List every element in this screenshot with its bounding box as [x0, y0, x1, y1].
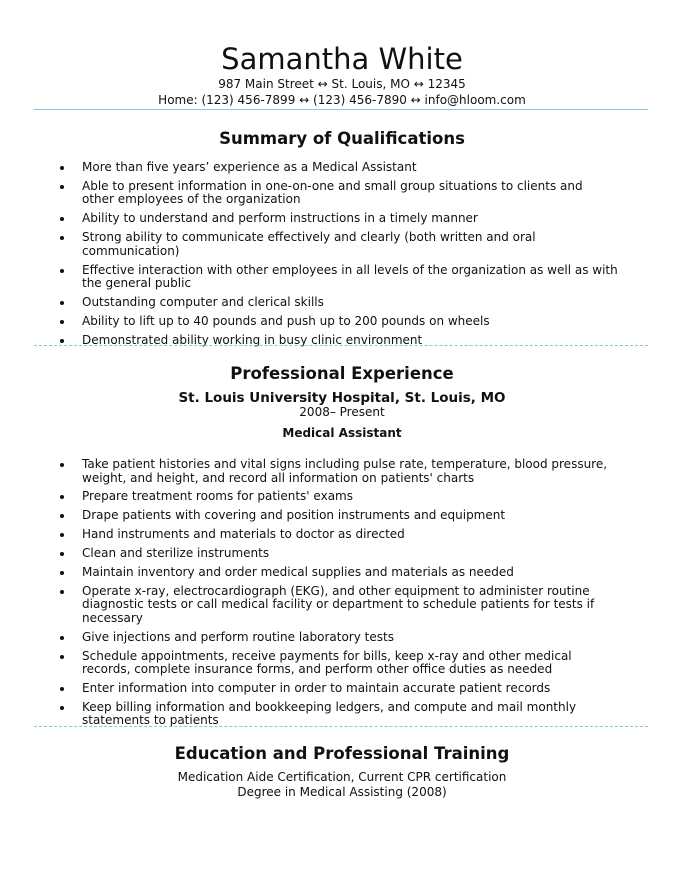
- list-item-text: Maintain inventory and order medical supplies and materials as needed: [82, 564, 514, 579]
- list-item: [58, 701, 618, 728]
- bullet-icon: [60, 217, 64, 221]
- list-item-text: Strong ability to communicate effectively and clearly (both written and oral communication): [82, 230, 536, 258]
- list-item: [58, 650, 618, 677]
- bullet-icon: [60, 269, 64, 273]
- list-item-text: Outstanding computer and clerical skills: [82, 294, 324, 309]
- bullet-icon: [60, 301, 64, 305]
- list-item: [58, 566, 618, 580]
- list-item: [58, 631, 618, 645]
- list-item: [58, 264, 618, 291]
- experience-divider: [34, 726, 648, 727]
- education-line: Medication Aide Certification, Current CPR certification: [177, 770, 507, 784]
- list-item-text: Enter information into computer in order to maintain accurate patient records: [82, 681, 551, 696]
- list-item-text: Drape patients with covering and position instruments and equipment: [82, 508, 506, 523]
- list-item: [58, 458, 618, 485]
- bullet-icon: [60, 339, 64, 343]
- bullet-icon: [60, 571, 64, 575]
- list-item-text: Operate x-ray, electrocardiograph (EKG), and other equipment to administer routine diagnostic tests or call medical facility or department to schedule patients for tests if necessary: [82, 583, 595, 625]
- bullet-icon: [60, 706, 64, 710]
- experience-list: [58, 458, 618, 733]
- bullet-icon: [60, 655, 64, 659]
- phone-email-line: Home: (123) 456-7899 ↔ (123) 456-7890 ↔ info@hloom.com: [158, 93, 526, 107]
- employer-name: St. Louis University Hospital, St. Louis, MO: [178, 390, 506, 406]
- header-divider: [34, 109, 648, 110]
- education-title: Education and Professional Training: [174, 744, 510, 763]
- list-item: [58, 180, 618, 207]
- list-item: [58, 315, 618, 329]
- list-item: [58, 682, 618, 696]
- list-item-text: Effective interaction with other employees in all levels of the organization as well as with the general public: [82, 262, 618, 291]
- summary-list: [58, 161, 618, 353]
- summary-divider: [34, 345, 648, 346]
- list-item: [58, 161, 618, 175]
- job-title: Medical Assistant: [282, 426, 402, 440]
- experience-title: Professional Experience: [230, 364, 454, 383]
- list-item: [58, 231, 618, 258]
- summary-title: Summary of Qualifications: [219, 129, 465, 148]
- list-item: [58, 547, 618, 561]
- list-item-text: Keep billing information and bookkeeping ledgers, and compute and mail monthly statements to patients: [82, 699, 577, 728]
- bullet-icon: [60, 236, 64, 240]
- list-item-text: Hand instruments and materials to doctor as directed: [82, 527, 405, 542]
- list-item-text: Prepare treatment rooms for patients' exams: [82, 489, 353, 504]
- bullet-icon: [60, 166, 64, 170]
- bullet-icon: [60, 320, 64, 324]
- bullet-icon: [60, 463, 64, 467]
- list-item-text: Ability to understand and perform instructions in a timely manner: [82, 211, 478, 226]
- bullet-icon: [60, 533, 64, 537]
- bullet-icon: [60, 495, 64, 499]
- bullet-icon: [60, 687, 64, 691]
- list-item: [58, 490, 618, 504]
- list-item: [58, 528, 618, 542]
- list-item-text: Ability to lift up to 40 pounds and push up to 200 pounds on wheels: [82, 313, 490, 328]
- list-item-text: More than five years’ experience as a Medical Assistant: [82, 160, 417, 174]
- list-item-text: Able to present information in one-on-one and small group situations to clients and other employees of the organization: [82, 178, 583, 207]
- education-line: Degree in Medical Assisting (2008): [237, 785, 447, 799]
- list-item-text: Give injections and perform routine laboratory tests: [82, 629, 394, 644]
- list-item-text: Schedule appointments, receive payments for bills, keep x-ray and other medical records, complete insurance forms, and perform other office duties as needed: [82, 648, 572, 677]
- bullet-icon: [60, 590, 64, 594]
- list-item: [58, 509, 618, 523]
- list-item: [58, 212, 618, 226]
- list-item-text: Take patient histories and vital signs including pulse rate, temperature, blood pressure, weight, and height, and record all information on patients' charts: [82, 457, 608, 485]
- list-item: [58, 585, 618, 626]
- bullet-icon: [60, 636, 64, 640]
- bullet-icon: [60, 185, 64, 189]
- list-item-text: Clean and sterilize instruments: [82, 546, 270, 561]
- list-item-text: Demonstrated ability working in busy clinic environment: [82, 332, 423, 347]
- address-line: 987 Main Street ↔ St. Louis, MO ↔ 12345: [218, 77, 466, 91]
- list-item: [58, 296, 618, 310]
- employment-dates: 2008– Present: [299, 405, 385, 419]
- bullet-icon: [60, 514, 64, 518]
- candidate-name: Samantha White: [221, 42, 463, 76]
- bullet-icon: [60, 552, 64, 556]
